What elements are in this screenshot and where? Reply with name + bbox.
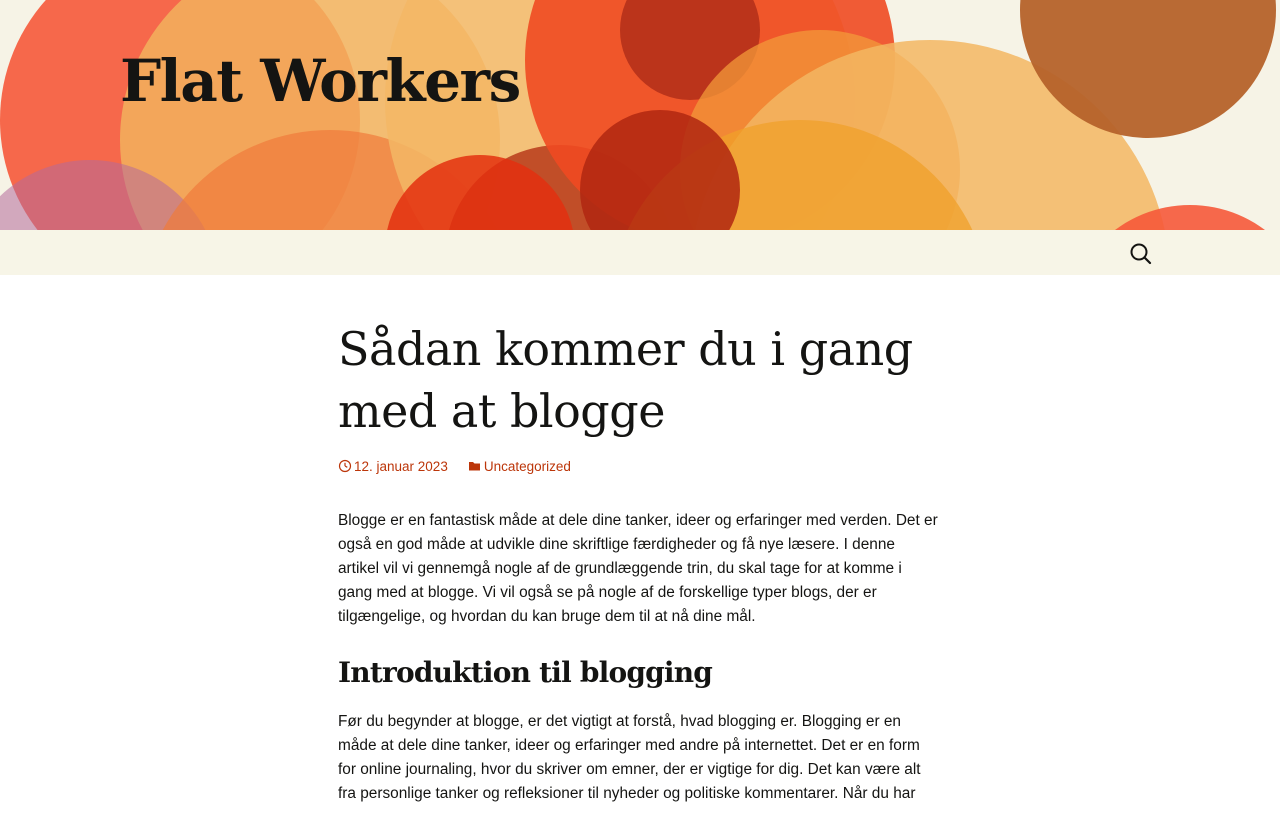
post-body <box>338 509 938 806</box>
site-header <box>0 0 1280 230</box>
post-category: Uncategorized <box>483 458 571 474</box>
post-category-link[interactable] <box>468 459 571 474</box>
search-icon <box>1128 241 1154 267</box>
clock-icon <box>338 459 352 473</box>
post-meta <box>338 456 938 476</box>
section-heading: Introduktion til blogging <box>338 656 713 689</box>
post-paragraph: Før du begynder at blogge, er det vigtigt at forstå, hvad blogging er. Blogging er en måde at dele dine tanker, ideer og erfaringer med andre på internettet. Det er en form for online journaling, hvor du skriver om emner, der er vigtige for dig. Det kan være alt fra personlige tanker og refleksioner til nyheder og politiske kommentarer. Når du har <box>338 713 921 802</box>
post-paragraph: Blogge er en fantastisk måde at dele dine tanker, ideer og erfaringer med verden. Det er også en god måde at udvikle dine skriftlige færdigheder og få nye læsere. I denne artikel vil vi gennemgå nogle af de grundlæggende trin, du skal tage for at komme i gang med at blogge. Vi vil også se på nogle af de forskellige typer blogs, der er tilgængelige, og hvordan du kan bruge dem til at nå dine mål. <box>338 512 938 625</box>
search-toggle-button[interactable] <box>1128 241 1154 267</box>
header-decorative-circles <box>0 0 1280 230</box>
folder-icon <box>468 460 482 472</box>
post-date-link[interactable] <box>338 459 448 474</box>
navigation-bar <box>0 230 1280 275</box>
main-content <box>338 275 938 830</box>
post-title: Sådan kommer du i gang med at blogge <box>338 322 913 438</box>
site-title-link[interactable]: Flat Workers <box>120 47 520 115</box>
post-date: 12. januar 2023 <box>354 458 448 474</box>
